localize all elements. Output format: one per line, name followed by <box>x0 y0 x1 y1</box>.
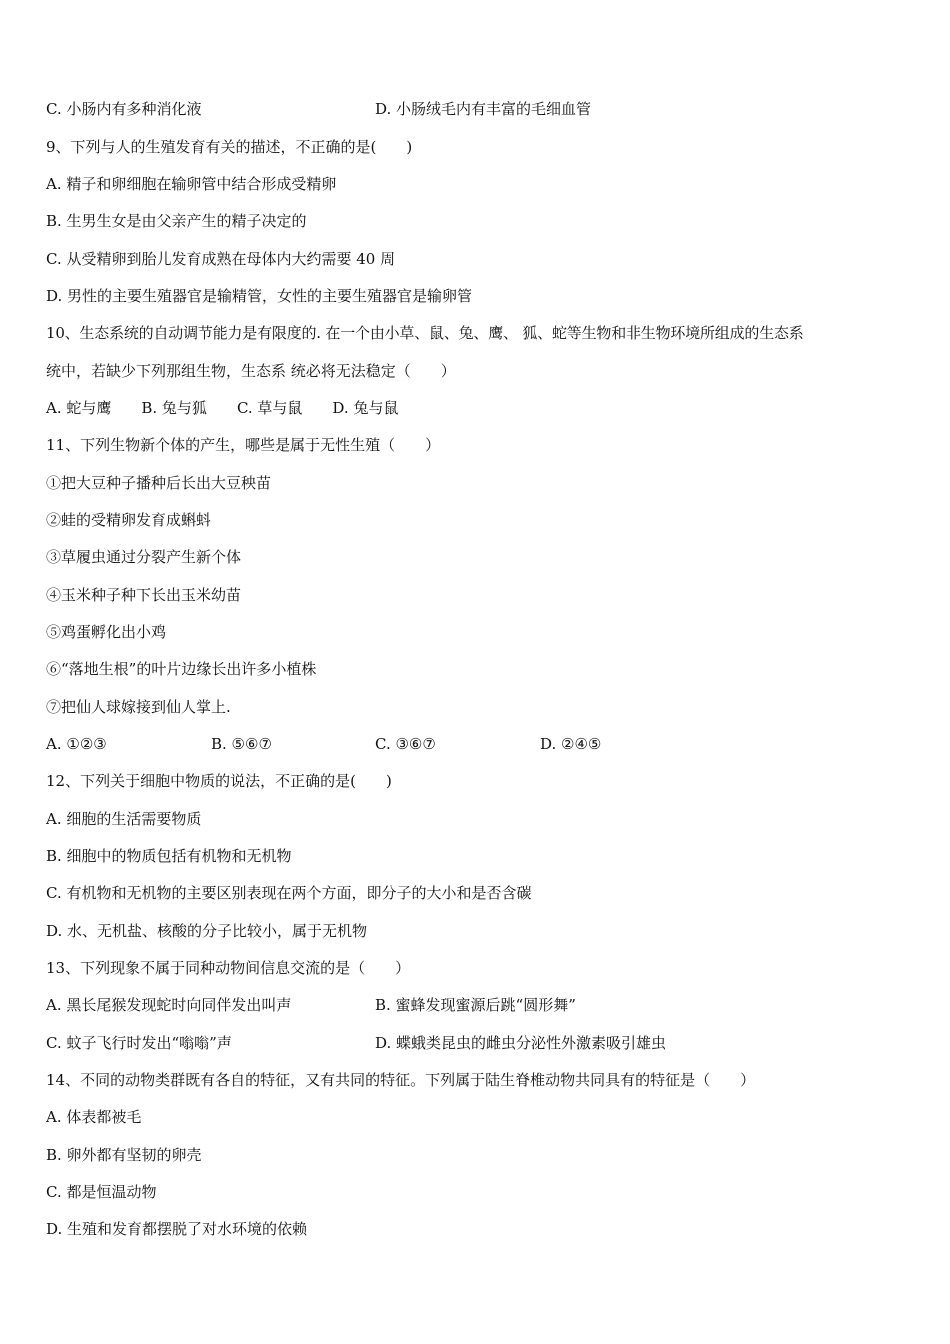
q9-option-c: C. 从受精卵到胎儿发育成熟在母体内大约需要 40 周 <box>46 250 396 268</box>
q11-item-1: ①把大豆种子播种后长出大豆秧苗 <box>46 474 272 492</box>
q9-option-b: B. 生男生女是由父亲产生的精子决定的 <box>46 212 307 230</box>
q13-option-b: B. 蜜蜂发现蜜源后跳“圆形舞” <box>375 996 576 1014</box>
q11-item-6: ⑥“落地生根”的叶片边缘长出许多小植株 <box>46 660 317 678</box>
q10-option-c: C. 草与鼠 <box>236 399 303 417</box>
q14-option-d: D. 生殖和发育都摆脱了对水环境的依赖 <box>46 1220 308 1238</box>
q11-item-7: ⑦把仙人球嫁接到仙人掌上. <box>46 698 231 716</box>
q14-option-a: A. 体表都被毛 <box>46 1108 142 1126</box>
q13-stem: 13、下列现象不属于同种动物间信息交流的是（ ） <box>46 959 411 977</box>
q8-option-c: C. 小肠内有多种消化液 <box>46 100 202 118</box>
q13-option-d: D. 蝶蛾类昆虫的雌虫分泌性外激素吸引雄虫 <box>375 1034 667 1052</box>
q11-item-3: ③草履虫通过分裂产生新个体 <box>46 548 242 566</box>
q10-stem-line-2: 统中，若缺少下列那组生物，生态系 统必将无法稳定（ ） <box>46 362 456 380</box>
q12-option-a: A. 细胞的生活需要物质 <box>46 810 202 828</box>
q11-option-d: D. ②④⑤ <box>540 735 602 753</box>
q9-option-a: A. 精子和卵细胞在输卵管中结合形成受精卵 <box>46 175 337 193</box>
q13-option-c: C. 蚊子飞行时发出“嗡嗡”声 <box>46 1034 232 1052</box>
q12-option-b: B. 细胞中的物质包括有机物和无机物 <box>46 847 292 865</box>
q12-option-d: D. 水、无机盐、核酸的分子比较小，属于无机物 <box>46 922 368 940</box>
q10-stem-line-1: 10、生态系统的自动调节能力是有限度的. 在一个由小草、鼠、兔、鹰、 狐、蛇等生物和非生物环境所组成的生态系 <box>46 324 804 342</box>
q11-stem: 11、下列生物新个体的产生，哪些是属于无性生殖（ ） <box>46 436 441 454</box>
q12-option-c: C. 有机物和无机物的主要区别表现在两个方面，即分子的大小和是否含碳 <box>46 884 532 902</box>
q11-option-c: C. ③⑥⑦ <box>375 735 436 753</box>
q11-option-b: B. ⑤⑥⑦ <box>211 735 272 753</box>
q11-item-4: ④玉米种子种下长出玉米幼苗 <box>46 586 242 604</box>
q10-option-b: B. 兔与狐 <box>141 399 207 417</box>
q11-item-2: ②蛙的受精卵发育成蝌蚪 <box>46 511 212 529</box>
q14-option-b: B. 卵外都有坚韧的卵壳 <box>46 1146 202 1164</box>
q10-option-d: D. 兔与鼠 <box>332 399 399 417</box>
q13-option-a: A. 黑长尾猴发现蛇时向同伴发出叫声 <box>46 996 292 1014</box>
q10-option-a: A. 蛇与鹰 <box>46 399 112 417</box>
q8-option-d: D. 小肠绒毛内有丰富的毛细血管 <box>375 100 592 118</box>
q11-item-5: ⑤鸡蛋孵化出小鸡 <box>46 623 167 641</box>
q9-option-d: D. 男性的主要生殖器官是输精管，女性的主要生殖器官是输卵管 <box>46 287 473 305</box>
q9-stem: 9、下列与人的生殖发育有关的描述，不正确的是( ) <box>46 138 413 156</box>
q12-stem: 12、下列关于细胞中物质的说法，不正确的是( ) <box>46 772 392 790</box>
q11-option-a: A. ①②③ <box>46 735 107 753</box>
q14-option-c: C. 都是恒温动物 <box>46 1183 157 1201</box>
q10-options <box>46 398 398 418</box>
q14-stem: 14、不同的动物类群既有各自的特征，又有共同的特征。下列属于陆生脊椎动物共同具有的特征是（ ） <box>46 1071 756 1089</box>
